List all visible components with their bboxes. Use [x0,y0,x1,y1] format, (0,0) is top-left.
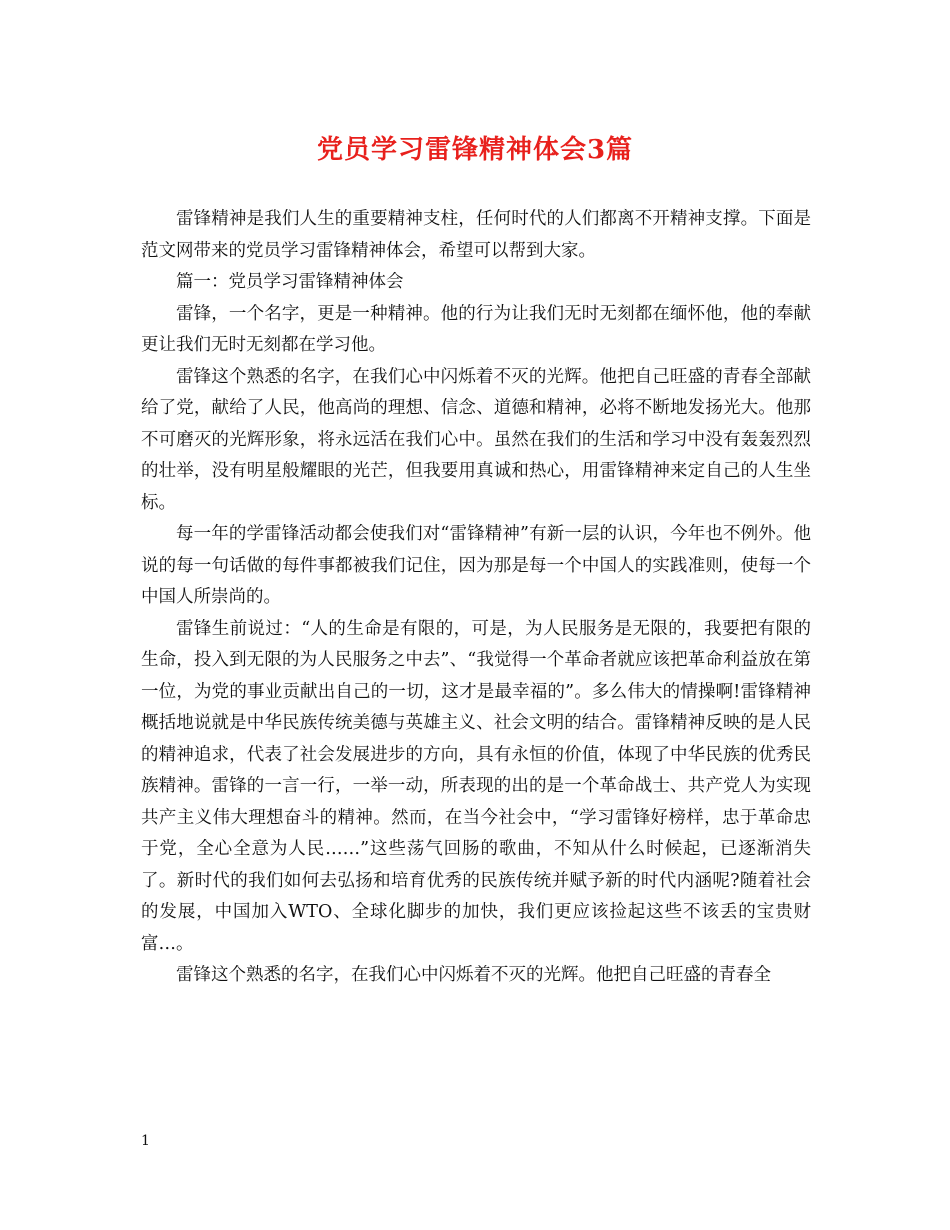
paragraph: 雷锋这个熟悉的名字，在我们心中闪烁着不灭的光辉。他把自己旺盛的青春全 [176,965,771,985]
paragraph: 雷锋生前说过：“人的生命是有限的，可是，为人民服务是无限的，我要把有限的生命，投入到无限的为人民服务之中去”、“我觉得一个革命者就应该把革命利益放在第一位，为党的事业贡献出自己的一切，这才是最幸福的”。多么伟大的情操啊!雷锋精神概括地说就是中华民族传统美德与英雄主义、社会文明的结合。雷锋精神反映的是人民的精神追求，代表了社会发展进步的方向，具有永恒的价值，体现了中华民族的优秀民族精神。雷锋的一言一行，一举一动，所表现的出的是一个革命战士、共产党人为实现共产主义伟大理想奋斗的精神。然而，在当今社会中，“学习雷锋好榜样，忠于革命忠于党，全心全意为人民……”这些荡气回肠的歌曲，不知从什么时候起，已逐渐消失了。新时代的我们如何去弘扬和培育优秀的民族传统并赋予新的时代内涵呢?随着社会的发展，中国加入WTO、全球化脚步的加快，我们更应该捡起这些不该丢的宝贵财富…。 [141,618,811,954]
paragraph: 雷锋，一个名字，更是一种精神。他的行为让我们无时无刻都在缅怀他，他的奉献更让我们无时无刻都在学习他。 [141,303,811,355]
paragraph-intro: 雷锋精神是我们人生的重要精神支柱，任何时代的人们都离不开精神支撑。下面是范文网带来的党员学习雷锋精神体会，希望可以帮到大家。 [141,209,811,261]
document-title: 党员学习雷锋精神体会3篇 [316,135,634,165]
paragraph: 雷锋这个熟悉的名字，在我们心中闪烁着不灭的光辉。他把自己旺盛的青春全部献给了党，献给了人民，他高尚的理想、信念、道德和精神，必将不断地发扬光大。他那不可磨灭的光辉形象，将永远活在我们心中。虽然在我们的生活和学习中没有轰轰烈烈的壮举，没有明星般耀眼的光芒，但我要用真诚和热心，用雷锋精神来定自己的人生坐标。 [141,366,811,513]
paragraph: 每一年的学雷锋活动都会使我们对“雷锋精神”有新一层的认识，今年也不例外。他说的每一句话做的每件事都被我们记住，因为那是每一个中国人的实践准则，使每一个中国人所崇尚的。 [141,524,811,607]
page-number: 1 [141,1133,150,1149]
document-body [141,204,811,992]
section-heading: 篇一：党员学习雷锋精神体会 [176,272,404,292]
